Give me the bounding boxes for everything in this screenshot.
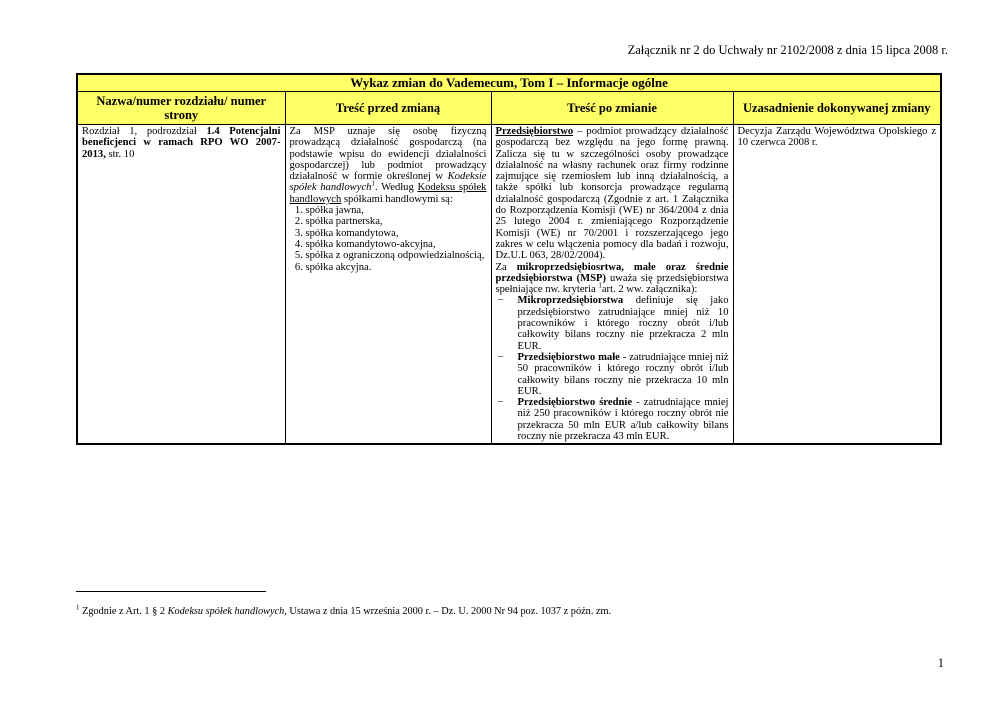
list-item [496, 295, 729, 351]
chapter-page: str. 10 [105, 148, 135, 160]
criteria-term: Przedsiębiorstwo małe [517, 351, 620, 363]
footnote-text-b: Ustawa z dnia 15 września 2000 r. – Dz. U. 2000 Nr 94 poz. 1037 z późn. zm. [286, 606, 612, 617]
changes-table [76, 73, 942, 445]
list-item: 2. spółka partnerska, [306, 216, 487, 227]
after-cell [491, 125, 733, 445]
after-paragraph-2-c: art. 2 ww. załącznika): [601, 284, 698, 296]
list-item: 1. spółka jawna, [306, 205, 487, 216]
msp-criteria-list [496, 295, 729, 442]
footnote-number: 1 [76, 603, 80, 612]
footnote-ref: 1 [371, 179, 375, 188]
column-header-before: Treść przed zmianą [285, 92, 491, 125]
table-row [77, 125, 941, 445]
footnote-ref: 1 [598, 281, 602, 290]
list-item: 4. spółka komandytowo-akcyjna, [306, 239, 487, 250]
table-title: Wykaz zmian do Vademecum, Tom I – Informacje ogólne [77, 74, 941, 92]
before-intro [290, 126, 487, 205]
before-intro-underline: Kodeksu spółek handlowych [289, 182, 487, 205]
after-paragraph-2-a: Za [495, 261, 517, 273]
after-paragraph-1 [496, 126, 729, 262]
before-intro-text: Za MSP uznaje się osobę fizyczną prowadzącą działalność gospodarczą (na podstawie wpisu do ewidencji działalności gospodarczej) lub podmiot prowadzący działalność w formie określonej w [289, 126, 487, 183]
attachment-header-note: Załącznik nr 2 do Uchwały nr 2102/2008 z dnia 15 lipca 2008 r. [627, 43, 948, 57]
after-paragraph-2-b: uważa się przedsiębiorstwa spełniające nw. kryteria [495, 272, 729, 296]
footnote [76, 603, 612, 617]
after-paragraph-2-bold: mikroprzedsiębiosrtwa, małe oraz średnie przedsiębiorstwa (MSP) [495, 261, 729, 284]
footnote-text-a: Zgodnie z Art. 1 § 2 [79, 606, 168, 617]
criteria-term: Mikroprzedsiębiorstwa [517, 295, 624, 307]
column-header-after: Treść po zmianie [491, 92, 733, 125]
before-cell [285, 125, 491, 445]
criteria-text: - zatrudniające mniej niż 50 pracowników i którego roczny obrót i/lub całkowity bilans roczny nie przekracza 10 mln EUR. [517, 351, 729, 397]
after-term: Przedsiębiorstwo [495, 126, 574, 137]
footnote-separator [76, 591, 266, 592]
page-number: 1 [937, 656, 944, 670]
dash-bullet: − [497, 295, 504, 307]
criteria-text: - zatrudniające mniej niż 250 pracowników i którego roczny obrót nie przekracza 50 mln EUR a/lub całkowity bilans roczny nie przekracza 43 mln EUR. [517, 397, 729, 443]
justification-cell: Decyzja Zarządu Województwa Opolskiego z 10 czerwca 2008 r. [733, 125, 941, 445]
list-item: 6. spółka akcyjna. [306, 262, 487, 273]
footnote-italic: Kodeksu spółek handlowych, [167, 606, 287, 617]
dash-bullet: − [497, 397, 504, 409]
list-item: 5. spółka z ograniczoną odpowiedzialnością, [306, 250, 487, 261]
chapter-cell [77, 125, 285, 445]
dash-bullet: − [497, 351, 504, 363]
after-paragraph-1-text: – podmiot prowadzący działalność gospodarczą bez względu na jego formę prawną. Zalicza się tu w szczególności osoby prowadzące działalność na własny rachunek oraz firmy rodzinne zajmujące się rzemiosłem lub inną działalnością, a także spółki lub konsorcja prowadzące regularną działalność gospodarczą (Zgodnie z art. 1 Załącznika do Rozporządzenia Komisji (WE) nr 364/2004 z dnia 25 lutego 2004 r. zmieniającego Rozporządzenie Komisji (WE) nr 70/2001 i rozszerzającego jego zakres w celu włączenia pomocy dla badań i rozwoju, Dz.U.L 063, 28/02/2004). [495, 126, 729, 262]
before-intro-text-3: spółkami handlowymi są: [341, 193, 453, 205]
column-header-chapter: Nazwa/numer rozdziału/ numer strony [77, 92, 285, 125]
criteria-term: Przedsiębiorstwo średnie [517, 397, 633, 409]
before-intro-italic: Kodeksie spółek handlowych [289, 171, 487, 194]
after-paragraph-2 [496, 262, 729, 296]
chapter-title: 1.4 Potencjalni beneficjenci w ramach RPO WO 2007-2013, [82, 126, 281, 160]
company-types-list [290, 205, 487, 273]
criteria-text: definiuje się jako przedsiębiorstwo zatrudniające mniej niż 10 pracowników i którego roczny obrót i/lub całkowity bilans roczny nie przekracza 2 mln EUR. [517, 295, 729, 352]
list-item [496, 397, 729, 442]
list-item [496, 352, 729, 397]
list-item: 3. spółka komandytowa, [306, 228, 487, 239]
column-header-justification: Uzasadnienie dokonywanej zmiany [733, 92, 941, 125]
chapter-prefix: Rozdział 1, podrozdział [82, 126, 197, 137]
before-intro-text-2: . Według [374, 182, 418, 194]
